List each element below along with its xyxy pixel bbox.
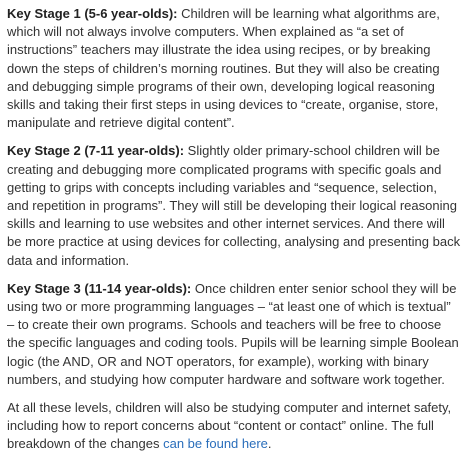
breakdown-link[interactable]: can be found here (163, 436, 268, 452)
key-stage-2-heading: Key Stage 2 (7-11 year-olds): (7, 143, 185, 159)
key-stage-1-text: Children will be learning what algorithms are, which will not always involve computers. When explained as “a set of instructions” teachers may illustrate the idea using recipes, or by breaking down the steps of children’s morning routines. But they will also be creating and debugging simple programs of their own, developing logical reasoning skills and taking their first steps in using devices to “create, organise, store, manipulate and retrieve digital content”. (7, 6, 440, 131)
closing-text: At all these levels, children will also be studying computer and internet safety, including how to report concerns about “content or contact” online. The full breakdown of the changes (7, 400, 452, 452)
key-stage-3-heading: Key Stage 3 (11-14 year-olds): (7, 280, 192, 296)
key-stage-2-paragraph (7, 142, 461, 269)
key-stage-3-text: Once children enter senior school they will be using two or more programming languages – “at least one of which is textual” – to create their own programs. Schools and teachers will be free to choose the specific languages and coding tools. Pupils will be learning simple Boolean logic (the AND, OR and NOT operators, for example), working with binary numbers, and studying how computer hardware and software work together. (7, 280, 459, 387)
key-stage-1-heading: Key Stage 1 (5-6 year-olds): (7, 6, 178, 21)
closing-paragraph (7, 399, 461, 454)
key-stage-2-text: Slightly older primary-school children will be creating and debugging more complicated programs with specific goals and getting to grips with concepts including variables and “sequence, selection, and repetition in programs”. They will still be developing their logical reasoning skills and learning to use websites and other internet services. And there will be more practice at using devices for collecting, analysing and presenting back data and information. (7, 143, 461, 268)
key-stage-3-paragraph (7, 280, 461, 389)
closing-period: . (267, 436, 272, 452)
key-stage-1-paragraph (7, 5, 461, 132)
